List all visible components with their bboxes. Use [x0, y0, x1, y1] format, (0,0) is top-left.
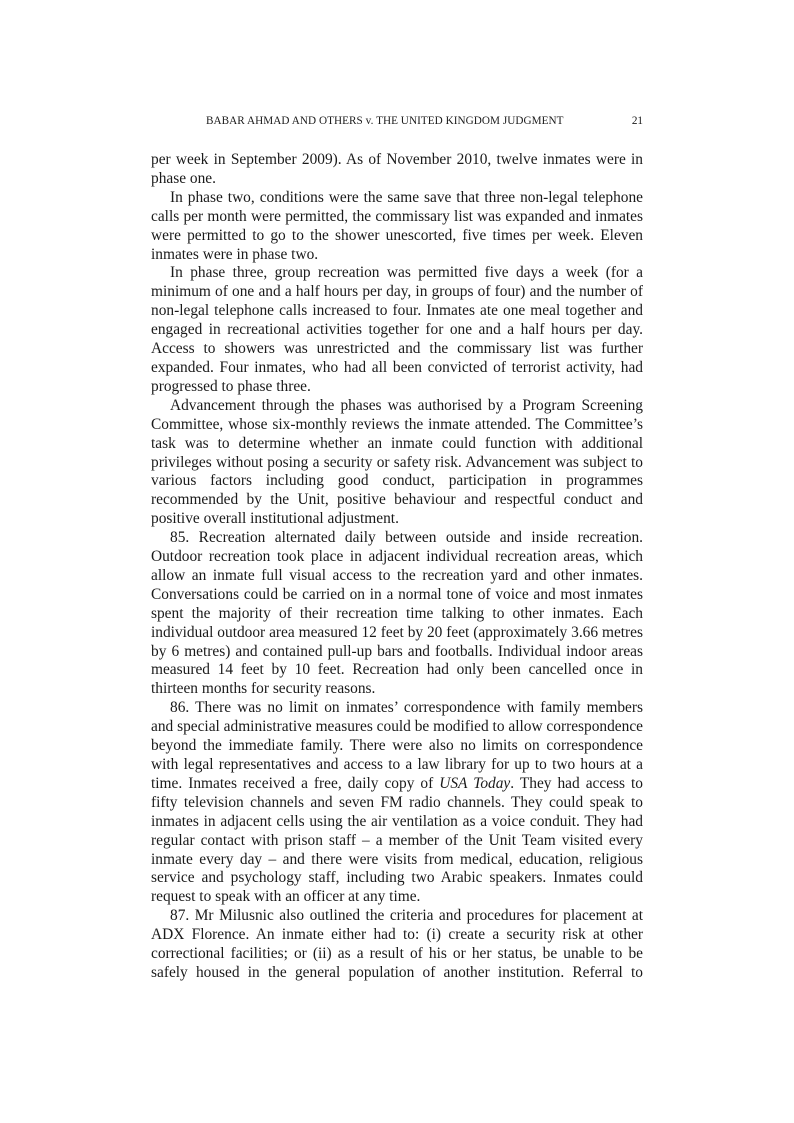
- newspaper-title: USA Today: [439, 774, 511, 792]
- paragraph-phase-three: In phase three, group recreation was permitted five days a week (for a minimum of one and a half hours per day, in groups of four) and the number of non-legal telephone calls increased to four. Inmates ate one meal together and engaged in recreational activities together for one and a half hours per day. Access to showers was unrestricted and the commissary list was further expanded. Four inmates, who had all been convicted of terrorist activity, had progressed to phase three.: [151, 264, 643, 395]
- paragraph-advancement: Advancement through the phases was authorised by a Program Screening Committee, whose six-monthly reviews the inmate attended. The Committee’s task was to determine whether an inmate could function with additional privileges without posing a security or safety risk. Advancement was subject to various factors including good conduct, participation in programmes recommended by the Unit, positive behaviour and respectful conduct and positive overall institutional adjustment.: [151, 396, 643, 528]
- paragraph-continuation: per week in September 2009). As of November 2010, twelve inmates were in phase one.: [151, 151, 643, 187]
- page-number: 21: [631, 115, 643, 127]
- paragraph-87: 87. Mr Milusnic also outlined the criteria and procedures for placement at ADX Florence. An inmate either had to: (i) create a security risk at other correctional facilities; or (ii) as a result of his or her status, be unable to be safely housed in the general population of another institution. Referral to: [151, 907, 643, 981]
- running-header: [151, 113, 643, 129]
- body-text: [151, 151, 643, 983]
- paragraph-86-text-a: 86. There was no limit on inmates’ correspondence with family members and special administrative measures could be modified to allow correspondence beyond the immediate family. There were also no limits on correspondence with legal representatives and access to a law library for up to two hours at a time. Inmates received a free, daily copy of: [151, 699, 643, 792]
- paragraph-phase-two: In phase two, conditions were the same save that three non-legal telephone calls per month were permitted, the commissary list was expanded and inmates were permitted to go to the shower unescorted, five times per week. Eleven inmates were in phase two.: [151, 188, 643, 263]
- paragraph-86: [151, 699, 643, 907]
- paragraph-86-text-b: . They had access to fifty television channels and seven FM radio channels. They could speak to inmates in adjacent cells using the air ventilation as a voice conduit. They had regular contact with prison staff – a member of the Unit Team visited every inmate every day – and there were visits from medical, education, religious service and psychology staff, including two Arabic speakers. Inmates could request to speak with an officer at any time.: [151, 774, 644, 906]
- paragraph-85: 85. Recreation alternated daily between outside and inside recreation. Outdoor recreation took place in adjacent individual recreation areas, which allow an inmate full visual access to the recreation yard and other inmates. Conversations could be carried on in a normal tone of voice and most inmates spent the majority of their recreation time talking to other inmates. Each individual outdoor area measured 12 feet by 20 feet (approximately 3.66 metres by 6 metres) and contained pull-up bars and footballs. Individual indoor areas measured 14 feet by 10 feet. Recreation had only been cancelled once in thirteen months for security reasons.: [151, 529, 643, 698]
- header-title: BABAR AHMAD AND OTHERS v. THE UNITED KINGDOM JUDGMENT: [206, 115, 564, 127]
